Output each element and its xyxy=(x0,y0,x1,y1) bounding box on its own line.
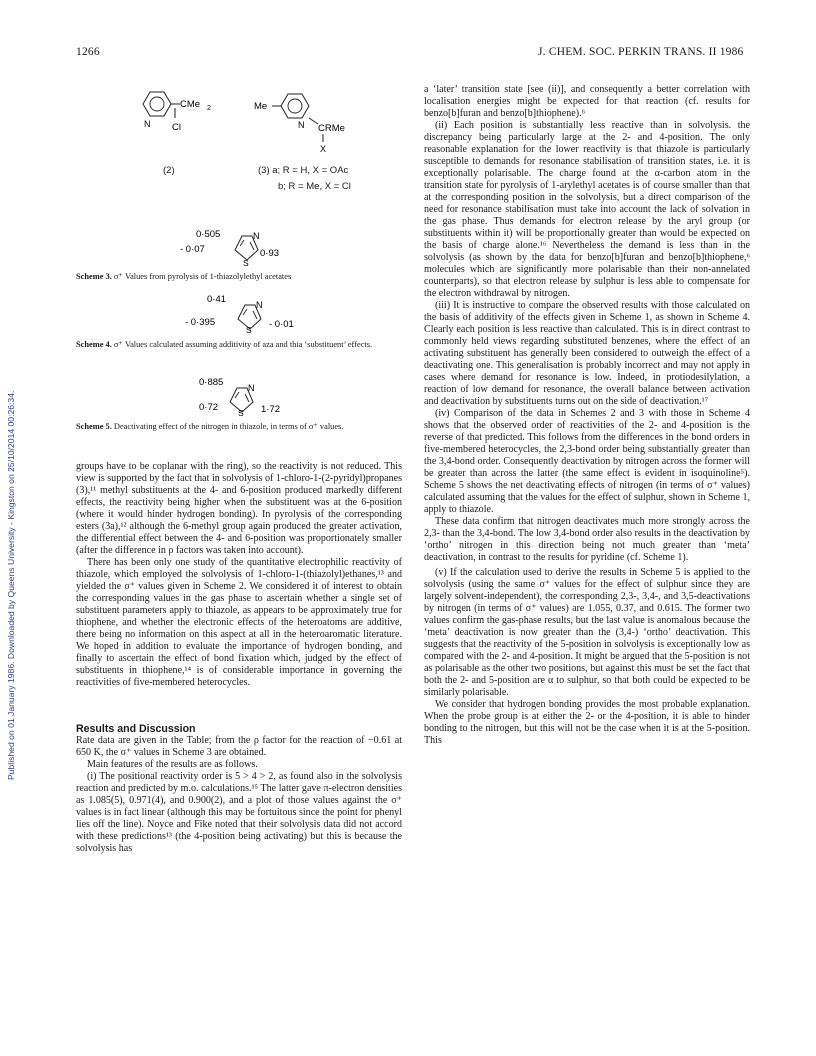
scheme3-v1: 0·505 xyxy=(196,229,221,240)
scheme5-n: N xyxy=(248,383,255,393)
scheme-3-structure xyxy=(180,228,320,268)
scheme5-caption-text: Deactivating effect of the nitrogen in thiazole, in terms of σ⁺ values. xyxy=(113,422,344,431)
scheme4-n: N xyxy=(256,300,263,310)
scheme5-v3: 1·72 xyxy=(261,404,281,415)
scheme-5-structure xyxy=(185,376,305,416)
s3-n: N xyxy=(298,120,305,130)
s3-sub: CRMe xyxy=(318,123,345,134)
s2-n: N xyxy=(144,119,151,129)
left-para-1: groups have to be coplanar with the ring), so the reactivity is not reduced. This view is supported by the fact that in solvolysis of 1-chloro-1-(2-pyridyl)propanes (3),¹¹ methyl substituents at the 4- and 6-position produced markedly different effects, the reactivity being higher when the substituent was at the 6-position (where it would hinder hydrogen bonding). In pyrolysis of the corresponding esters (3a),¹² although the 6-methyl group again produced the greater activation, the differential effect between the 4- and 6-position was proportionately smaller (after the difference in ρ factors was taken into account). xyxy=(76,461,402,556)
s2-cl: Cl xyxy=(172,122,181,133)
download-notice-text: Published on 01 January 1986. Downloaded by Queens University - Kingston on 25/10/2014 00:26:34. xyxy=(6,390,16,780)
scheme4-caption-text: σ⁺ Values calculated assuming additivity of aza and thia ‘substituent’ effects. xyxy=(113,340,373,349)
section-heading: Results and Discussion xyxy=(76,723,196,735)
journal-header: J. CHEM. SOC. PERKIN TRANS. II 1986 xyxy=(538,46,744,58)
structure-3a-label: (3) a; R = H, X = OAc xyxy=(258,165,349,176)
scheme-4-caption xyxy=(76,340,396,350)
structure-3b-label: b; R = Me, X = Cl xyxy=(278,181,351,192)
structure-2 xyxy=(130,86,240,146)
left-para-3: Rate data are given in the Table; from the ρ factor for the reaction of −0.61 at 650 K, the σ⁺ values in Scheme 3 are obtained. xyxy=(76,735,402,758)
s3-me: Me xyxy=(254,101,268,112)
right-para-4: (iv) Comparison of the data in Schemes 2 and 3 with those in Scheme 4 shows that the observed order of reactivities of the 2- and 4-position is the reverse of that predicted. This follows from the differences in the bond orders in five-membered heterocycles, the 2,3-bond order being substantially greater than the 3,4-bond order. Consequently deactivation by nitrogen across the former will be greater than across the latter (the same effect is evident in isoquinoline⁵). Scheme 5 shows the net deactivating effects of nitrogen (in terms of σ⁺ values) calculated assuming that the values for the effect of sulphur, shown in Scheme 1, apply to thiazole. xyxy=(424,408,750,515)
scheme3-n: N xyxy=(253,231,260,241)
scheme3-caption-text: σ⁺ Values from pyrolysis of 1-thiazolylethyl acetates xyxy=(113,272,292,281)
download-notice xyxy=(6,120,20,780)
left-column xyxy=(76,461,402,855)
scheme3-v2: - 0·07 xyxy=(180,244,205,255)
scheme4-v3: - 0·01 xyxy=(269,319,294,330)
s2-sub2: 2 xyxy=(207,105,211,112)
page-number: 1266 xyxy=(76,46,100,58)
right-para-3: (iii) It is instructive to compare the observed results with those calculated on the basis of additivity of the effects given in Scheme 1, as shown in Scheme 4. Clearly each position is less reactive than calculated. This is in direct contrast to commonly held views regarding substituted benzenes, where the effect of an activating substituent has generally been considered to outweigh the effect of a deactivating one. This generalisation is probably incorrect and may not apply in cases where demand for resonance is low. Indeed, in protiodesilylation, a reaction of low demand for resonance, the overall balance between activation and deactivation by substituents turns out on the side of deactivation.¹⁷ xyxy=(424,300,750,407)
left-para-5: (i) The positional reactivity order is 5 > 4 > 2, as found also in the solvolysis reaction and predicted by m.o. calculations.¹⁵ The latter gave π-electron densities as 1.085(5), 0.971(4), and 0.900(2), and a plot of those values against the σ⁺ values is in fact linear (although this may be fortuitous since the point for phenyl lies off the line). Noyce and Fike noted that their solvolysis data did not accord with these predictions¹³ (the 4-position being activating) but this is because the solvolysis has xyxy=(76,771,402,854)
scheme4-v1: 0·41 xyxy=(207,294,227,305)
s2-sub: CMe xyxy=(180,99,201,110)
scheme5-v1: 0·885 xyxy=(199,377,224,388)
scheme-4-structure xyxy=(185,293,325,333)
right-para-5: These data confirm that nitrogen deactivates much more strongly across the 2,3- than the 3,4-bond. The low 3,4-bond order also results in the deactivation by ‘ortho’ nitrogen in this direction being not much greater than ‘meta’ deactivation, in contrast to the results for pyridine (cf. Scheme 1). xyxy=(424,516,750,563)
scheme4-caption-label: Scheme 4. xyxy=(76,340,112,349)
scheme5-s: S xyxy=(238,408,244,416)
scheme-3-caption xyxy=(76,272,406,282)
structure-3 xyxy=(250,86,370,158)
right-para-1: a ‘later’ transition state [see (ii)], and consequently a better correlation with localisation energies might be expected for that reaction (cf. results for benzo[b]furan and benzo[b]thiophene).⁶ xyxy=(424,84,750,119)
right-para-7: We consider that hydrogen bonding provides the most probable explanation. When the probe group is at either the 2- or the 4-position, it is able to hinder bonding to the nitrogen, but this will not be the case when it is at the 5-position. This xyxy=(424,699,750,746)
structure-2-label: (2) xyxy=(163,165,175,176)
scheme3-caption-label: Scheme 3. xyxy=(76,272,112,281)
scheme5-v2: 0·72 xyxy=(199,402,219,413)
right-para-6: (v) If the calculation used to derive the results in Scheme 5 is applied to the solvolysis (using the same σ⁺ values for the effect of sulphur since they are largely solvent-independent), the corresponding 2,3-, 3,4-, and 3,5-deactivations by nitrogen (in terms of σ⁺ values) are 1.055, 0.37, and 0.615. The former two values confirm the gas-phase results, but the last value is anomalous because the ‘meta’ deactivation is now greater than the (3,4-) ‘ortho’ deactivation. This suggests that the reactivity of the 5-position in solvolysis is exceptionally low as compared with the 2- and 4-position. It might be argued that the 5-position is not as polarisable as the other two positions, but against this must be set the fact that both the 2- and 5-position are α to sulphur, so that both could be expected to be similarly polarisable. xyxy=(424,567,750,698)
scheme4-s: S xyxy=(246,325,252,333)
right-column xyxy=(424,84,750,747)
s3-x: X xyxy=(320,144,327,154)
scheme3-s: S xyxy=(243,258,249,268)
scheme3-v3: 0·93 xyxy=(260,248,280,259)
scheme-5-caption xyxy=(76,422,396,432)
scheme4-v2: - 0·395 xyxy=(185,317,216,328)
right-para-2: (ii) Each position is substantially less reactive than in solvolysis. the discrepancy being particularly large at the 2- and 4-position. The only reasonable explanation for the lower reactivity is that thiazole is particularly susceptible to demands for resonance stabilisation of transition states, i.e. it is exceptionally polarisable. The charge found at the α-carbon atom in the transition state for pyrolysis of 1-arylethyl acetates is of course smaller than that at the corresponding position in the solvolysis, but a direct comparison of the need for resonance stabilisation must take into account the lack of solvation in the gas phase. Thus demands for electron release by the aryl group (or substituents within it) will be proportionally greater than would be expected on the basis of charge alone.¹⁶ Nevertheless the demand is less than in the solvolysis (as shown by the data for benzo[b]furan and benzo[b]thiophene,⁶ molecules which are significantly more polarisable than their non-annelated counterparts), so that electron release by sulphur is less able to compensate for the electron withdrawal by nitrogen. xyxy=(424,120,750,299)
scheme5-caption-label: Scheme 5. xyxy=(76,422,112,431)
left-para-4: Main features of the results are as follows. xyxy=(87,759,258,770)
left-para-2: There has been only one study of the quantitative electrophilic reactivity of thiazole, which employed the solvolysis of 1-chloro-1-(thiazolyl)ethanes,¹³ and yielded the σ⁺ values given in Scheme 2. We considered it of interest to obtain the corresponding values in the gas phase to ascertain whether a single set of substituent parameters apply to thiazole, as appears to be approximately true for thiophene, and whether the electronic effects of the heteroatoms are additive, there being no information on this aspect at all in the heteroaromatic literature. We hoped in addition to evaluate the importance of hydrogen bonding, and finally to ascertain the effect of bond fixation which, judged by the effect of substituents in thiophene,¹⁴ is of considerable importance in governing the reactivities of five-membered heterocycles. xyxy=(76,557,402,688)
